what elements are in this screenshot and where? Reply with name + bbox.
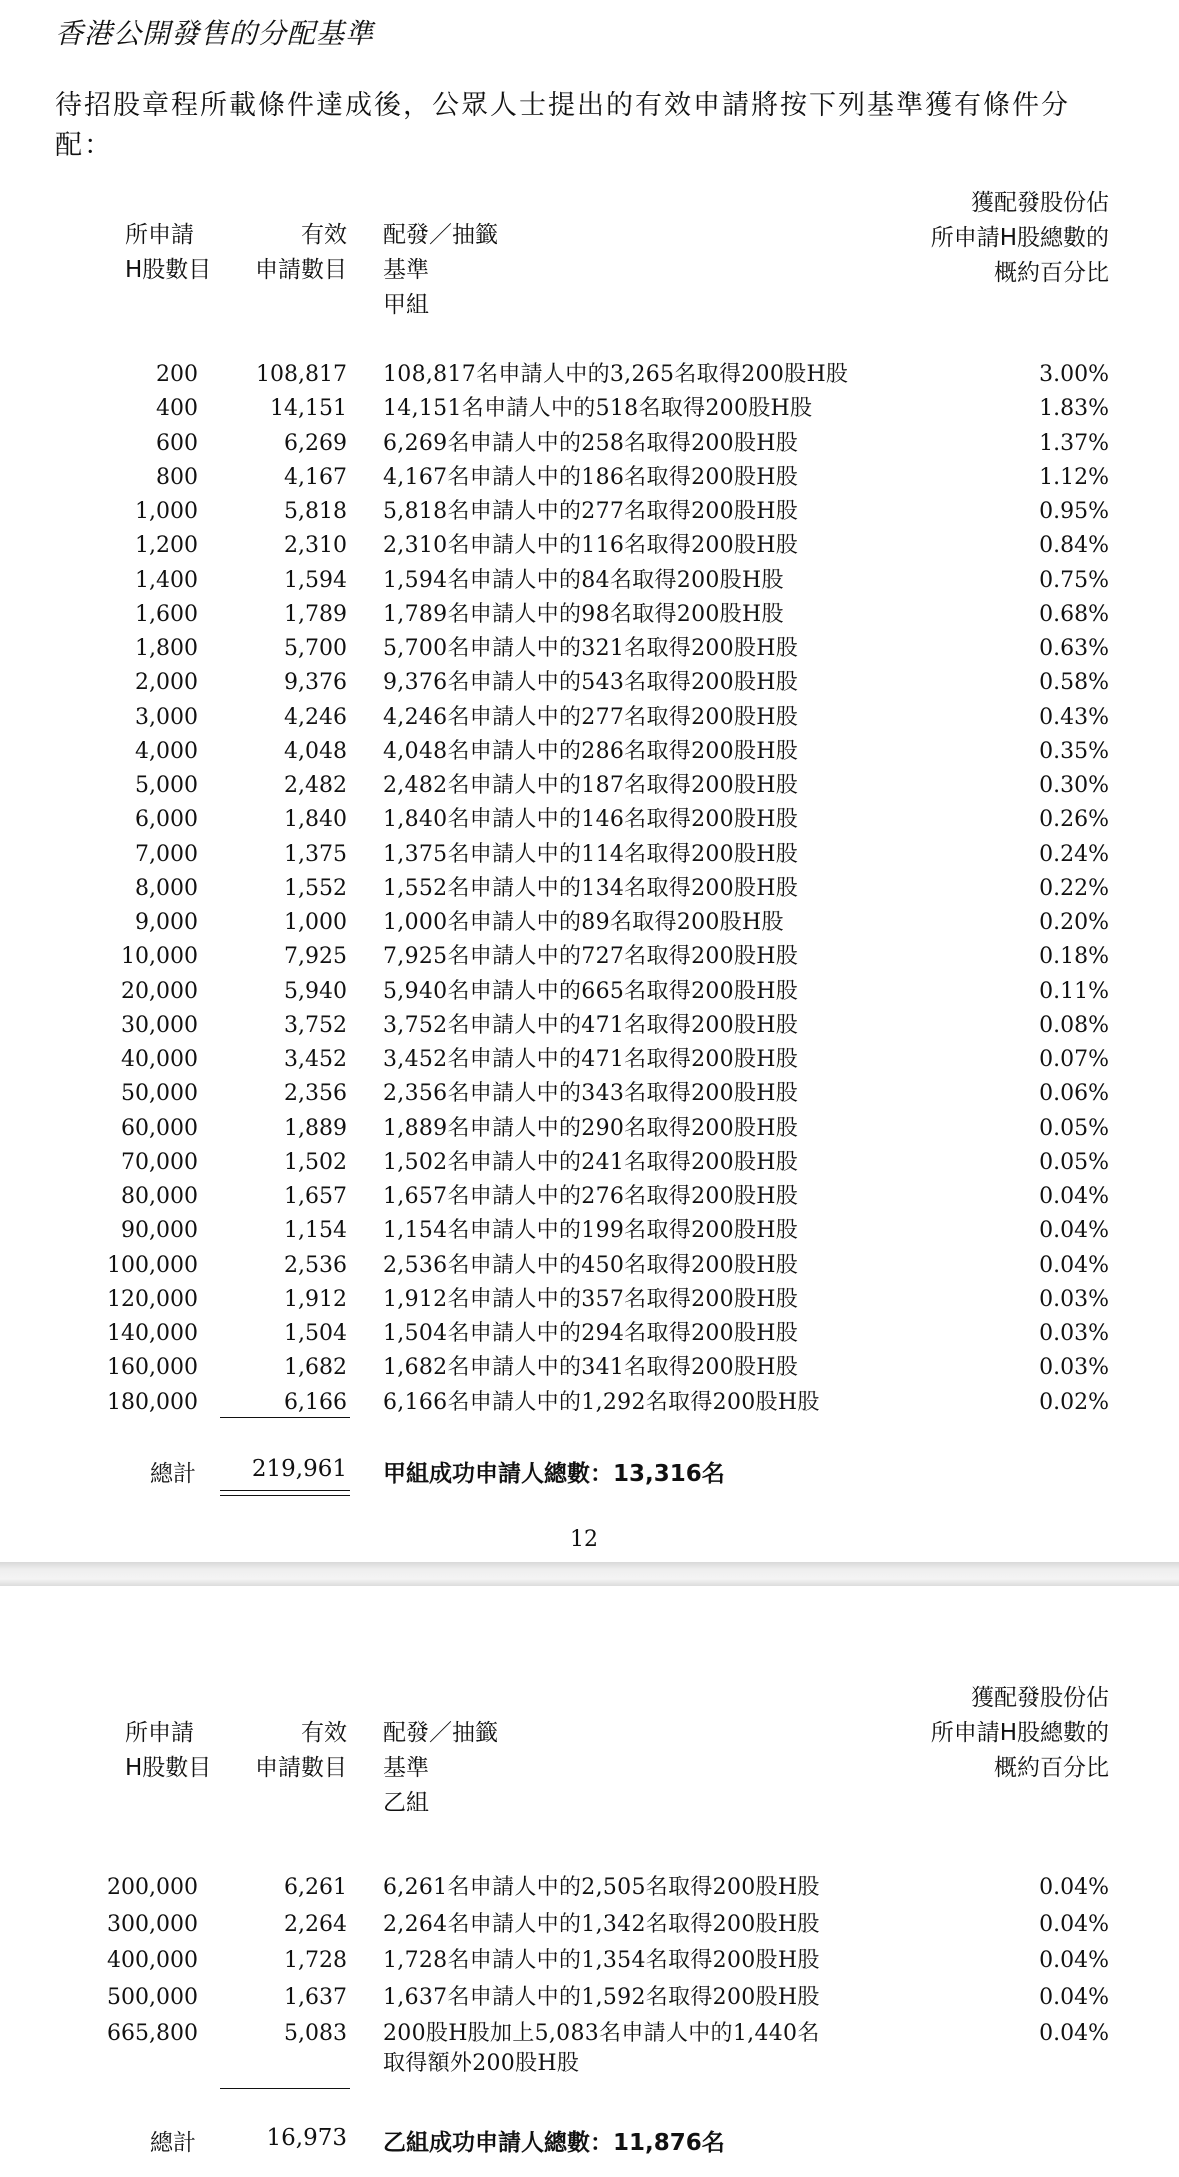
total-label: 總計 — [150, 2130, 196, 2156]
header-line: H股數目 — [125, 257, 212, 283]
valid-applications-cell: 6,269 — [284, 430, 347, 456]
shares-applied-cell: 400,000 — [107, 1948, 198, 1973]
table-row — [0, 358, 1179, 392]
table-row — [0, 1043, 1179, 1077]
header-line: 配發／抽籤 — [383, 222, 498, 248]
shares-applied-cell: 2,000 — [135, 670, 198, 696]
table-row — [0, 906, 1179, 940]
table-row — [0, 1146, 1179, 1180]
shares-applied-cell: 90,000 — [121, 1218, 198, 1244]
valid-applications-cell: 5,940 — [284, 978, 347, 1004]
valid-applications-cell: 1,728 — [284, 1948, 347, 1973]
shares-applied-cell: 1,800 — [135, 636, 198, 661]
document-page-2 — [0, 1586, 1179, 2177]
header-line: 申請數目 — [255, 1755, 347, 1781]
table-row — [0, 1944, 1179, 1978]
header-valid-applications — [255, 218, 347, 288]
shares-applied-cell: 4,000 — [135, 738, 198, 764]
header-line: 基準 — [383, 1755, 429, 1781]
header-line: 所申請H股總數的 — [930, 225, 1109, 251]
subtotal-rule — [220, 2088, 350, 2089]
percentage-cell: 0.68% — [1039, 601, 1109, 627]
allocation-basis-cell: 1,840名申請人中的146名取得200股H股 — [383, 807, 799, 833]
table-row — [0, 598, 1179, 632]
table-row — [0, 1871, 1179, 1905]
shares-applied-cell: 60,000 — [121, 1115, 198, 1141]
total-label: 總計 — [150, 1461, 196, 1487]
percentage-cell: 0.03% — [1039, 1321, 1109, 1346]
valid-applications-cell: 1,552 — [284, 875, 347, 901]
allocation-basis-cell: 200股H股加上5,083名申請人中的1,440名 — [383, 2021, 820, 2046]
allocation-basis-cell: 2,536名申請人中的450名取得200股H股 — [383, 1252, 799, 1278]
shares-applied-cell: 1,400 — [135, 567, 198, 593]
valid-applications-cell: 1,840 — [284, 807, 347, 833]
percentage-cell: 0.04% — [1039, 1984, 1109, 2010]
allocation-basis-cell: 3,752名申請人中的471名取得200股H股 — [383, 1012, 799, 1038]
valid-applications-cell: 2,482 — [284, 773, 347, 798]
shares-applied-cell: 200,000 — [107, 1875, 198, 1900]
valid-applications-cell: 1,154 — [284, 1218, 347, 1244]
table-row — [0, 564, 1179, 598]
shares-applied-cell: 70,000 — [121, 1149, 198, 1175]
percentage-cell: 0.03% — [1039, 1286, 1109, 1312]
percentage-cell: 0.63% — [1039, 636, 1109, 661]
header-line: 獲配發股份佔 — [971, 190, 1109, 216]
allocation-basis-cell: 1,912名申請人中的357名取得200股H股 — [383, 1286, 799, 1312]
shares-applied-cell: 120,000 — [107, 1286, 198, 1312]
header-line: 所申請H股總數的 — [930, 1720, 1109, 1746]
total-double-rule — [220, 1490, 350, 1491]
shares-applied-cell: 1,000 — [135, 499, 198, 524]
valid-applications-cell: 1,504 — [284, 1321, 347, 1346]
valid-applications-cell: 1,789 — [284, 601, 347, 627]
shares-applied-cell: 3,000 — [135, 704, 198, 730]
allocation-basis-cell: 6,166名申請人中的1,292名取得200股H股 — [383, 1389, 820, 1415]
allocation-basis-cell: 1,375名申請人中的114名取得200股H股 — [383, 841, 799, 867]
group-a-label: 甲組 — [383, 292, 429, 318]
allocation-basis-cell: 1,594名申請人中的84名取得200股H股 — [383, 567, 784, 593]
percentage-cell: 0.58% — [1039, 670, 1109, 696]
percentage-cell: 0.07% — [1039, 1047, 1109, 1072]
header-basis — [383, 218, 498, 323]
header-line: H股數目 — [125, 1755, 212, 1781]
header-line: 概約百分比 — [994, 1755, 1109, 1781]
allocation-basis-cell: 2,310名申請人中的116名取得200股H股 — [383, 533, 799, 559]
percentage-cell: 0.04% — [1039, 1875, 1109, 1900]
percentage-cell: 0.24% — [1039, 841, 1109, 867]
shares-applied-cell: 800 — [156, 464, 198, 490]
allocation-basis-cell: 1,682名申請人中的341名取得200股H股 — [383, 1355, 799, 1381]
percentage-cell: 0.22% — [1039, 875, 1109, 901]
table-row — [0, 838, 1179, 872]
table-row — [0, 1180, 1179, 1214]
percentage-cell: 0.03% — [1039, 1355, 1109, 1381]
table-row — [0, 701, 1179, 735]
shares-applied-cell: 10,000 — [121, 944, 198, 970]
allocation-basis-cell: 5,818名申請人中的277名取得200股H股 — [383, 499, 799, 524]
table-row — [0, 872, 1179, 906]
percentage-cell: 0.04% — [1039, 1184, 1109, 1209]
table-row — [0, 1249, 1179, 1283]
shares-applied-cell: 8,000 — [135, 875, 198, 901]
percentage-cell: 0.11% — [1039, 978, 1109, 1004]
header-line: 基準 — [383, 257, 429, 283]
table-row — [0, 1077, 1179, 1111]
valid-applications-cell: 1,912 — [284, 1286, 347, 1312]
table-row — [0, 975, 1179, 1009]
table-row — [0, 2017, 1179, 2076]
percentage-cell: 0.20% — [1039, 910, 1109, 935]
valid-applications-cell: 1,889 — [284, 1115, 347, 1141]
valid-applications-cell: 14,151 — [270, 396, 347, 422]
table-row — [0, 1351, 1179, 1385]
percentage-cell: 3.00% — [1039, 362, 1109, 387]
table-row — [0, 940, 1179, 974]
allocation-basis-cell-continued: 取得額外200股H股 — [383, 2051, 580, 2076]
table-row — [0, 666, 1179, 700]
valid-applications-cell: 5,700 — [284, 636, 347, 661]
header-percentage — [931, 1681, 1109, 1786]
group-b-total-successful: 乙組成功申請人總數：11,876名 — [383, 2130, 725, 2156]
allocation-basis-cell: 1,637名申請人中的1,592名取得200股H股 — [383, 1984, 820, 2010]
header-basis — [383, 1716, 498, 1821]
allocation-basis-cell: 5,700名申請人中的321名取得200股H股 — [383, 636, 799, 661]
valid-applications-cell: 4,246 — [284, 704, 347, 730]
table-row — [0, 1214, 1179, 1248]
valid-applications-cell: 2,310 — [284, 533, 347, 559]
percentage-cell: 0.30% — [1039, 773, 1109, 798]
valid-applications-cell: 4,048 — [284, 738, 347, 764]
percentage-cell: 0.04% — [1039, 2021, 1109, 2046]
percentage-cell: 0.18% — [1039, 944, 1109, 970]
shares-applied-cell: 500,000 — [107, 1984, 198, 2010]
header-line: 有效 — [301, 1720, 347, 1746]
page-separator — [0, 1562, 1179, 1586]
allocation-basis-cell: 4,048名申請人中的286名取得200股H股 — [383, 738, 799, 764]
percentage-cell: 0.26% — [1039, 807, 1109, 833]
table-row — [0, 735, 1179, 769]
subtotal-rule — [220, 1417, 350, 1418]
percentage-cell: 0.04% — [1039, 1252, 1109, 1278]
table-row — [0, 461, 1179, 495]
group-b-label: 乙組 — [383, 1790, 429, 1816]
percentage-cell: 0.02% — [1039, 1389, 1109, 1415]
header-line: 配發／抽籤 — [383, 1720, 498, 1746]
percentage-cell: 0.35% — [1039, 738, 1109, 764]
table-row — [0, 1317, 1179, 1351]
allocation-basis-cell: 1,789名申請人中的98名取得200股H股 — [383, 601, 784, 627]
table-row — [0, 1009, 1179, 1043]
allocation-basis-cell: 9,376名申請人中的543名取得200股H股 — [383, 670, 799, 696]
shares-applied-cell: 80,000 — [121, 1184, 198, 1209]
allocation-basis-cell: 5,940名申請人中的665名取得200股H股 — [383, 978, 799, 1004]
percentage-cell: 0.08% — [1039, 1012, 1109, 1038]
valid-applications-cell: 108,817 — [256, 362, 347, 387]
shares-applied-cell: 180,000 — [107, 1389, 198, 1415]
total-applications: 219,961 — [251, 1456, 347, 1482]
valid-applications-cell: 6,261 — [284, 1875, 347, 1900]
header-percentage — [931, 186, 1109, 291]
percentage-cell: 0.04% — [1039, 1948, 1109, 1973]
valid-applications-cell: 2,356 — [284, 1081, 347, 1107]
total-applications: 16,973 — [266, 2125, 347, 2151]
allocation-basis-cell: 1,502名申請人中的241名取得200股H股 — [383, 1149, 799, 1175]
percentage-cell: 0.05% — [1039, 1115, 1109, 1141]
valid-applications-cell: 3,452 — [284, 1047, 347, 1072]
valid-applications-cell: 1,000 — [284, 910, 347, 935]
table-row — [0, 632, 1179, 666]
table-row — [0, 1908, 1179, 1942]
table-row — [0, 427, 1179, 461]
percentage-cell: 0.43% — [1039, 704, 1109, 730]
valid-applications-cell: 3,752 — [284, 1012, 347, 1038]
shares-applied-cell: 50,000 — [121, 1081, 198, 1107]
intro-paragraph: 待招股章程所載條件達成後，公眾人士提出的有效申請將按下列基準獲有條件分配： — [55, 90, 1070, 161]
shares-applied-cell: 7,000 — [135, 841, 198, 867]
allocation-basis-cell: 1,889名申請人中的290名取得200股H股 — [383, 1115, 799, 1141]
shares-applied-cell: 665,800 — [107, 2021, 198, 2046]
valid-applications-cell: 9,376 — [284, 670, 347, 696]
shares-applied-cell: 160,000 — [107, 1355, 198, 1381]
valid-applications-cell: 6,166 — [284, 1389, 347, 1415]
valid-applications-cell: 1,637 — [284, 1984, 347, 2010]
allocation-basis-cell: 3,452名申請人中的471名取得200股H股 — [383, 1047, 799, 1072]
header-line: 所申請 — [125, 222, 194, 248]
valid-applications-cell: 2,536 — [284, 1252, 347, 1278]
shares-applied-cell: 40,000 — [121, 1047, 198, 1072]
allocation-basis-cell: 14,151名申請人中的518名取得200股H股 — [383, 396, 813, 422]
table-row — [0, 1112, 1179, 1146]
percentage-cell: 0.95% — [1039, 499, 1109, 524]
percentage-cell: 0.05% — [1039, 1149, 1109, 1175]
shares-applied-cell: 5,000 — [135, 773, 198, 798]
table-row — [0, 803, 1179, 837]
header-line: 概約百分比 — [994, 260, 1109, 286]
allocation-basis-cell: 1,000名申請人中的89名取得200股H股 — [383, 910, 784, 935]
valid-applications-cell: 4,167 — [284, 464, 347, 490]
valid-applications-cell: 2,264 — [284, 1911, 347, 1937]
header-line: 獲配發股份佔 — [971, 1685, 1109, 1711]
shares-applied-cell: 400 — [156, 396, 198, 422]
section-title: 香港公開發售的分配基準 — [55, 17, 375, 50]
shares-applied-cell: 20,000 — [121, 978, 198, 1004]
percentage-cell: 1.83% — [1039, 396, 1109, 422]
allocation-basis-cell: 6,269名申請人中的258名取得200股H股 — [383, 430, 799, 456]
allocation-basis-cell: 4,167名申請人中的186名取得200股H股 — [383, 464, 799, 490]
shares-applied-cell: 200 — [156, 362, 198, 387]
table-row — [0, 769, 1179, 803]
shares-applied-cell: 9,000 — [135, 910, 198, 935]
allocation-basis-cell: 4,246名申請人中的277名取得200股H股 — [383, 704, 799, 730]
allocation-basis-cell: 1,154名申請人中的199名取得200股H股 — [383, 1218, 799, 1244]
table-row — [0, 392, 1179, 426]
allocation-basis-cell: 1,504名申請人中的294名取得200股H股 — [383, 1321, 799, 1346]
header-shares-applied — [125, 1716, 211, 1786]
header-line: 所申請 — [125, 1720, 194, 1746]
table-row — [0, 1283, 1179, 1317]
page-number: 12 — [570, 1527, 598, 1552]
header-shares-applied — [125, 218, 211, 288]
shares-applied-cell: 140,000 — [107, 1321, 198, 1346]
allocation-basis-cell: 2,482名申請人中的187名取得200股H股 — [383, 773, 799, 798]
shares-applied-cell: 30,000 — [121, 1012, 198, 1038]
valid-applications-cell: 1,594 — [284, 567, 347, 593]
percentage-cell: 0.04% — [1039, 1218, 1109, 1244]
header-line: 申請數目 — [255, 257, 347, 283]
percentage-cell: 0.75% — [1039, 567, 1109, 593]
percentage-cell: 0.04% — [1039, 1911, 1109, 1937]
valid-applications-cell: 1,682 — [284, 1355, 347, 1381]
allocation-basis-cell: 108,817名申請人中的3,265名取得200股H股 — [383, 362, 849, 387]
shares-applied-cell: 1,200 — [135, 533, 198, 559]
valid-applications-cell: 5,083 — [284, 2021, 347, 2046]
valid-applications-cell: 1,502 — [284, 1149, 347, 1175]
table-row — [0, 495, 1179, 529]
valid-applications-cell: 7,925 — [284, 944, 347, 970]
allocation-basis-cell: 1,552名申請人中的134名取得200股H股 — [383, 875, 799, 901]
valid-applications-cell: 1,375 — [284, 841, 347, 867]
valid-applications-cell: 1,657 — [284, 1184, 347, 1209]
percentage-cell: 0.06% — [1039, 1081, 1109, 1107]
percentage-cell: 0.84% — [1039, 533, 1109, 559]
allocation-basis-cell: 7,925名申請人中的727名取得200股H股 — [383, 944, 799, 970]
shares-applied-cell: 600 — [156, 430, 198, 456]
percentage-cell: 1.12% — [1039, 464, 1109, 490]
table-row — [0, 1981, 1179, 2015]
group-a-total-successful: 甲組成功申請人總數：13,316名 — [383, 1461, 725, 1487]
header-valid-applications — [255, 1716, 347, 1786]
table-row — [0, 529, 1179, 563]
table-row — [0, 1386, 1179, 1420]
allocation-basis-cell: 6,261名申請人中的2,505名取得200股H股 — [383, 1875, 820, 1900]
shares-applied-cell: 100,000 — [107, 1252, 198, 1278]
shares-applied-cell: 6,000 — [135, 807, 198, 833]
allocation-basis-cell: 2,356名申請人中的343名取得200股H股 — [383, 1081, 799, 1107]
shares-applied-cell: 300,000 — [107, 1911, 198, 1937]
valid-applications-cell: 5,818 — [284, 499, 347, 524]
allocation-basis-cell: 1,657名申請人中的276名取得200股H股 — [383, 1184, 799, 1209]
percentage-cell: 1.37% — [1039, 430, 1109, 456]
shares-applied-cell: 1,600 — [135, 601, 198, 627]
header-line: 有效 — [301, 222, 347, 248]
allocation-basis-cell: 2,264名申請人中的1,342名取得200股H股 — [383, 1911, 820, 1937]
allocation-basis-cell: 1,728名申請人中的1,354名取得200股H股 — [383, 1948, 820, 1973]
